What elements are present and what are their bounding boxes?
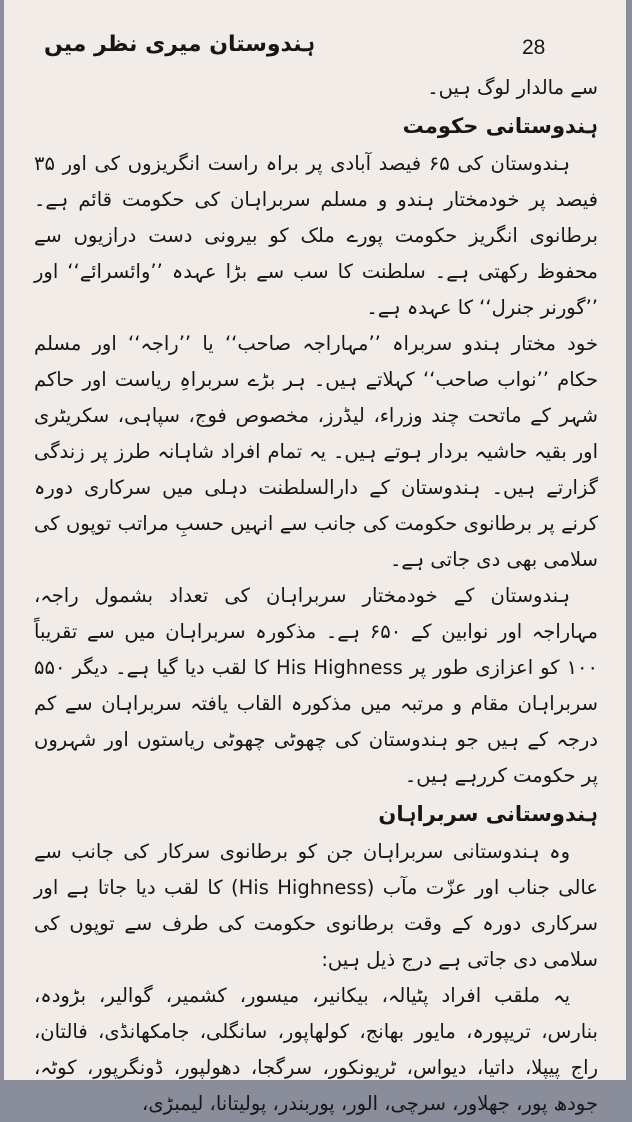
paragraph-5: یہ ملقب افراد پٹیالہ، بیکانیر، میسور، کشمیر، گوالیر، بڑودہ، بنارس، تریپورہ، مایور بھانج، کولھاپور، سانگلی، جامکھانڈی، فالتان، راج پیپلا، داتیا، دیواس، ٹریونکور، سرگجا، دھولپور، ڈونگرپور، کوٹہ، جودھ پور، جھلاور، سرچی، الور، پوربندر، پولیتانا، لیمبڑی، <box>34 984 598 1115</box>
opening-line: سے مالدار لوگ ہیں۔ <box>427 76 598 99</box>
book-page <box>4 0 626 1115</box>
running-title: ہندوستان میری نظر میں <box>44 32 316 57</box>
paragraph-3: ہندوستان کے خودمختار سربراہان کی تعداد بشمول راجہ، مہاراجہ اور نوابین کے ۶۵۰ ہے۔ مذکورہ سربراہان میں سے تقریباً ۱۰۰ کو اعزازی طور پر His Highness کا لقب دیا گیا ہے۔ دیگر ۵۵۰ سربراہان مقام و مرتبہ میں مذکورہ القاب یافتہ سربراہان سے کم درجہ کے ہیں جو ہندوستان کی چھوٹی چھوٹی ریاستوں اور شہروں پر حکومت کررہے ہیں۔ <box>34 584 598 787</box>
section-heading-indian-government: ہندوستانی حکومت <box>402 114 598 138</box>
body-text <box>34 70 598 1122</box>
page-number: 28 <box>522 36 546 59</box>
paragraph-2: خود مختار ہندو سربراہ ’’مہاراجہ صاحب‘‘ یا ’’راجہ‘‘ اور مسلم حکام ’’نواب صاحب‘‘ کہلاتے ہیں۔ ہر بڑے سربراہِ ریاست اور حاکم شہر کے ماتحت چند وزراء، لیڈرز، مخصوص فوج، سپاہی، سکریٹری اور بقیہ حاشیہ بردار ہوتے ہیں۔ یہ تمام افراد شاہانہ طرز پر زندگی گزارتے ہیں۔ ہندوستان کے دارالسلطنت دہلی میں سرکاری دورہ کرنے پر برطانوی حکومت کی جانب سے انہیں حسبِ مراتب توپوں کی سلامی بھی دی جاتی ہے۔ <box>34 332 598 571</box>
paragraph-1: ہندوستان کی ۶۵ فیصد آبادی پر براہ راست انگریزوں کی اور ۳۵ فیصد پر خودمختار ہندو و مسلم سربراہان کی حکومت قائم ہے۔ برطانوی انگریز حکومت پورے ملک کو بیرونی دست درازیوں سے محفوظ رکھتی ہے۔ سلطنت کا سب سے بڑا عہدہ ’’وائسرائے‘‘ اور ’’گورنر جنرل‘‘ کا عہدہ ہے۔ <box>34 152 598 319</box>
section-heading-indian-rulers: ہندوستانی سربراہان <box>378 802 598 826</box>
paragraph-4: وہ ہندوستانی سربراہان جن کو برطانوی سرکار کی جانب سے عالی جناب اور عزّت مآب (His Highness) کا لقب دیا جاتا ہے اور سرکاری دورہ کے وقت برطانوی حکومت کی طرف سے توپوں کی سلامی دی جاتی ہے درج ذیل ہیں: <box>34 840 599 971</box>
